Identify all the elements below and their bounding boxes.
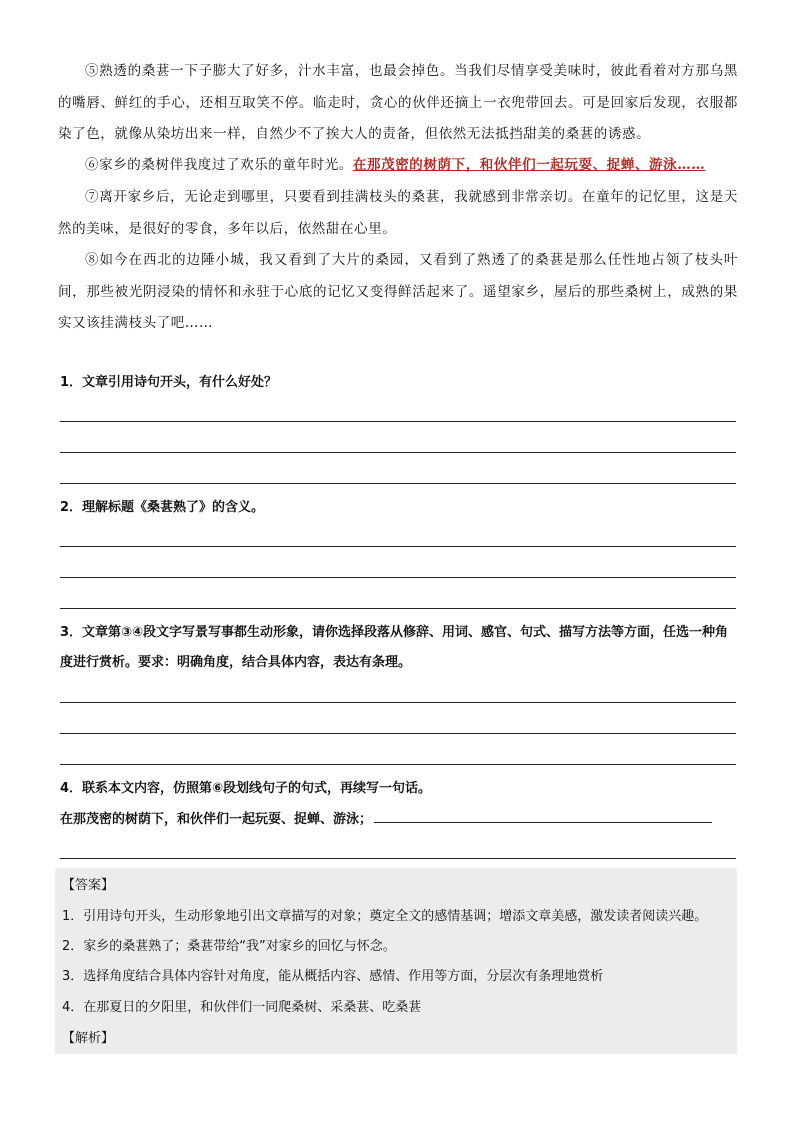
- answer-line[interactable]: [60, 421, 736, 422]
- paragraph-6-text: ⑥家乡的桑树伴我度过了欢乐的童年时光。: [85, 157, 353, 173]
- question-2: 2．理解标题《桑葚熟了》的含义。: [60, 500, 265, 515]
- answer-line[interactable]: [60, 858, 736, 859]
- prompt-sentence: 在那茂密的树荫下，和伙伴们一起玩耍、捉蝉、游泳；: [60, 812, 373, 827]
- question-4: 4．联系本文内容，仿照第⑥段划线句子的句式，再续写一句话。: [60, 781, 432, 796]
- answer-line[interactable]: [60, 546, 736, 547]
- underlined-sentence: 在那茂密的树荫下，和伙伴们一起玩耍、捉蝉、游泳……: [352, 157, 706, 173]
- answer-item-3: 3．选择角度结合具体内容针对角度，能从概括内容、感情、作用等方面，分层次有条理地赏析: [62, 969, 604, 984]
- paragraph-5: ⑤熟透的桑葚一下子膨大了好多，汁水丰富，也最会掉色。当我们尽情享受美味时，彼此看着对方那乌黑的嘴唇、鲜红的手心，还相互取笑不停。临走时，贪心的伙伴还摘上一衣兜带回去。可是回家后发现，衣服都染了色，就像从染坊出来一样，自然少不了挨大人的责备，但依然无法抵挡甜美的桑葚的诱惑。: [58, 63, 738, 142]
- analysis-heading: 【解析】: [62, 1031, 115, 1046]
- question-3: 3．文章第③④段文字写景写事都生动形象，请你选择段落从修辞、用词、感官、句式、描写方法等方面，任选一种角度进行赏析。要求：明确角度，结合具体内容，表达有条理。: [60, 625, 729, 670]
- answer-heading: 【答案】: [62, 878, 115, 893]
- answer-item-2: 2．家乡的桑葚熟了；桑葚带给“我”对家乡的回忆与怀念。: [62, 939, 396, 954]
- paragraph-6: [58, 150, 738, 182]
- paragraph-7: ⑦离开家乡后，无论走到哪里，只要看到挂满枝头的桑葚，我就感到非常亲切。在童年的记忆里，这是天然的美味，是很好的零食，多年以后，依然甜在心里。: [58, 189, 738, 237]
- answer-line[interactable]: [60, 702, 736, 703]
- answer-line[interactable]: [60, 483, 736, 484]
- answer-line[interactable]: [60, 733, 736, 734]
- answer-line[interactable]: [60, 452, 736, 453]
- answer-item-4: 4．在那夏日的夕阳里，和伙伴们一同爬桑树、采桑葚、吃桑葚: [62, 1000, 422, 1015]
- paragraph-8: ⑧如今在西北的边陲小城，我又看到了大片的桑园，又看到了熟透了的桑葚是那么任性地占领了枝头叶间，那些被光阴浸染的情怀和永驻于心底的记忆又变得鲜活起来了。遥望家乡，屋后的那些桑树上，成熟的果实又该挂满枝头了吧……: [58, 252, 738, 331]
- answer-section: [55, 868, 737, 1054]
- question-4-prompt: [60, 805, 740, 835]
- question-1: 1．文章引用诗句开头，有什么好处？: [60, 375, 278, 390]
- fill-in-blank[interactable]: [374, 808, 712, 823]
- answer-line[interactable]: [60, 608, 736, 609]
- answer-line[interactable]: [60, 577, 736, 578]
- answer-item-1: 1．引用诗句开头，生动形象地引出文章描写的对象；奠定全文的感情基调；增添文章美感，激发读者阅读兴趣。: [62, 909, 708, 924]
- answer-line[interactable]: [60, 764, 736, 765]
